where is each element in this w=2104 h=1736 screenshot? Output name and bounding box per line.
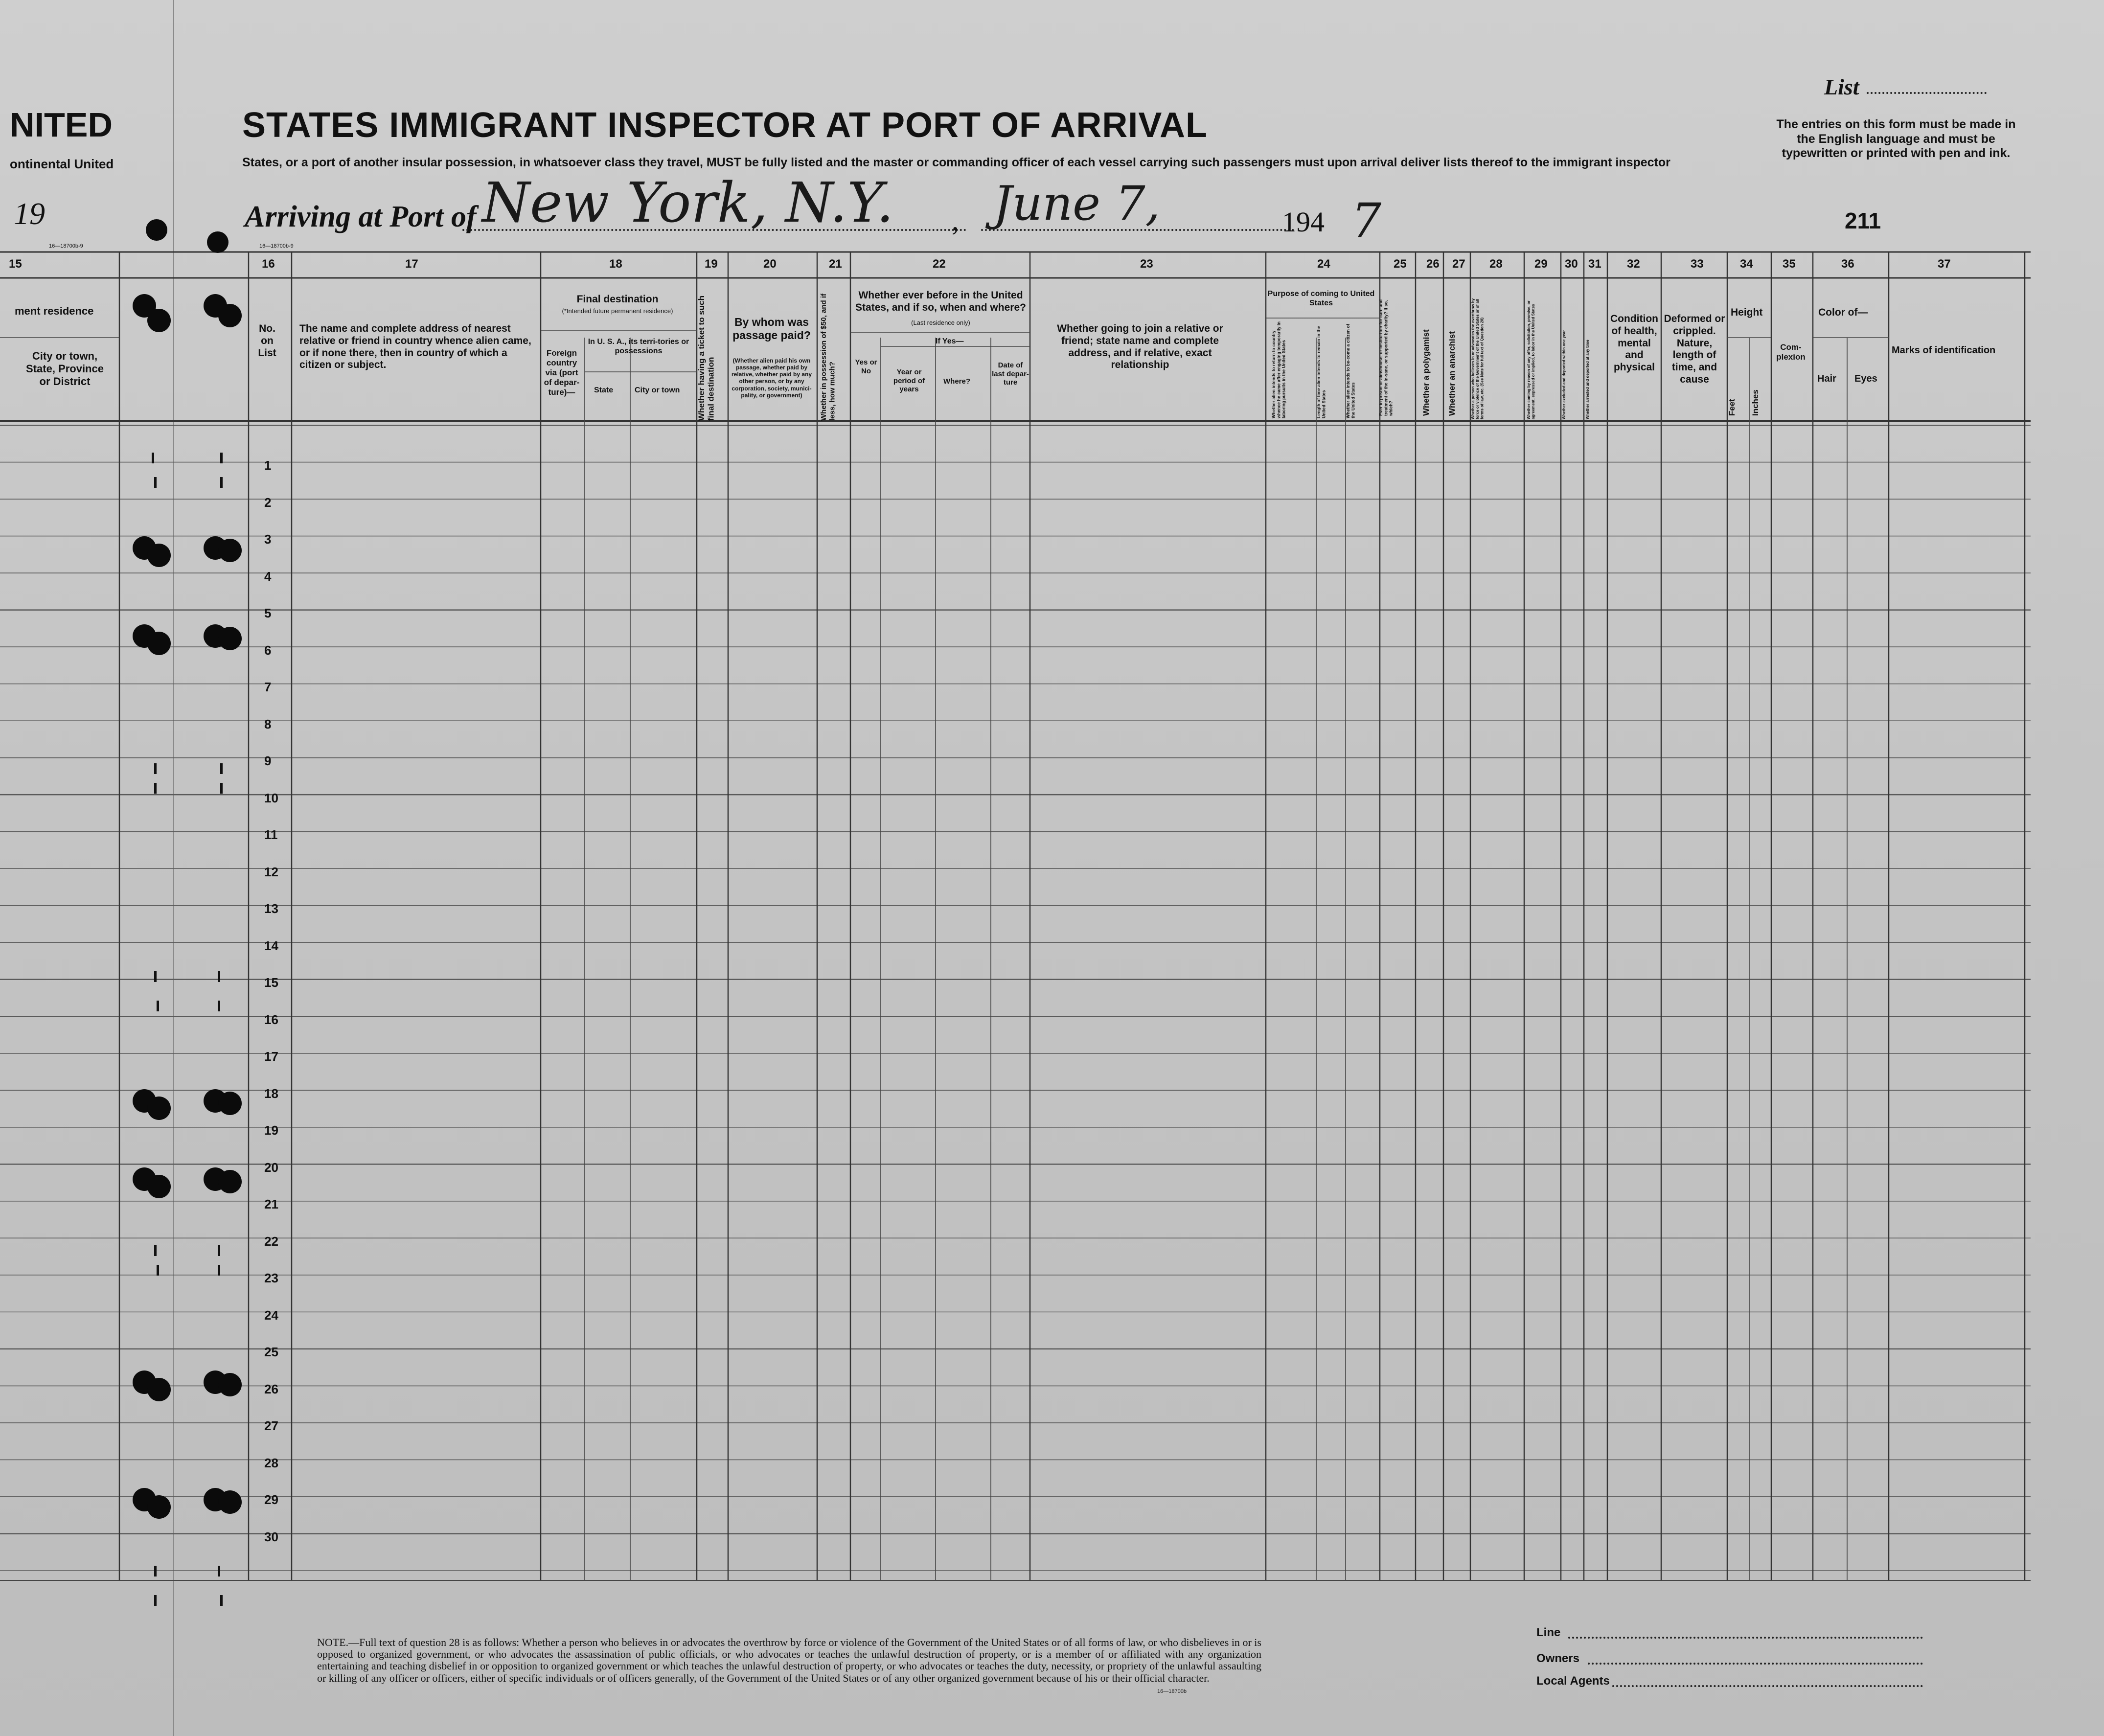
col18-usa-header: In U. S. A., its terri-tories or possessions — [588, 338, 689, 355]
col21-header: Whether in possession of $50, and if less, how much? — [820, 293, 837, 421]
row-number: 12 — [264, 864, 278, 879]
line-label: Line — [1536, 1626, 1561, 1639]
col36-header: Color of— — [1818, 307, 1868, 318]
row-number: 5 — [264, 606, 272, 621]
col18-city: City or town — [635, 386, 680, 394]
row-number: 27 — [264, 1418, 278, 1434]
row-number: 26 — [264, 1381, 278, 1396]
list-underline — [1867, 92, 1987, 94]
list-label: List — [1824, 74, 1859, 99]
col29-header: Whether coming by reason of any offer, solicitation, promise, or agreement, expressed or implied, to labor in the United States — [1527, 300, 1536, 419]
row-number: 11 — [264, 827, 278, 843]
binding-mark — [220, 477, 223, 488]
row-number: 19 — [264, 1123, 278, 1138]
col19-header: Whether having a ticket to such final destination — [697, 296, 716, 421]
line-underline — [1568, 1637, 1923, 1639]
punch-hole — [218, 1373, 242, 1396]
punch-hole — [218, 1490, 242, 1514]
page-subtitle: States, or a port of another insular possession, in whatsoever class they travel, MUST be fully listed and the master or commanding officer of each vessel carrying such passengers must upon arrival deliver lists thereof to the immigrant inspector — [242, 156, 1670, 169]
col31-header: Whether arrested and deported at any time — [1585, 340, 1590, 419]
year-printed: 194 — [1282, 206, 1325, 238]
year-handwritten: 7 — [1351, 193, 1382, 248]
col-num-32: 32 — [1627, 257, 1640, 271]
col32-header: Condition of health, mental and physical — [1610, 313, 1658, 373]
col-num-24: 24 — [1317, 257, 1330, 271]
col-num-36: 36 — [1841, 257, 1854, 271]
punch-hole — [147, 1378, 171, 1401]
punch-hole — [218, 539, 242, 562]
header-left-fragment: NITED — [10, 106, 113, 144]
binding-mark — [154, 1566, 157, 1576]
form-code-left: 16—18700b-9 — [49, 243, 83, 249]
row-number: 30 — [264, 1529, 278, 1544]
col27-header: Whether an anarchist — [1447, 331, 1457, 416]
row-number: 15 — [264, 975, 278, 990]
row-number: 25 — [264, 1345, 278, 1360]
col-num-19: 19 — [705, 257, 718, 271]
col-num-26: 26 — [1426, 257, 1440, 271]
col-num-30: 30 — [1565, 257, 1578, 271]
col37-header: Marks of identification — [1892, 345, 1996, 356]
col-num-18: 18 — [609, 257, 622, 271]
binding-mark — [218, 1245, 220, 1256]
col-num-16: 16 — [262, 257, 275, 271]
page-number: 211 — [1845, 208, 1881, 233]
binding-mark — [154, 971, 157, 982]
row-number: 1 — [264, 458, 272, 473]
col20-note: (Whether alien paid his own passage, whether paid by relative, whether paid by any other person, or by any corporation, society, munici-pality, or government) — [731, 357, 812, 399]
footer-code: 16—18700b — [1157, 1689, 1187, 1694]
owners-underline — [1588, 1663, 1923, 1665]
row-number: 29 — [264, 1492, 278, 1508]
col22-where: Where? — [943, 377, 971, 386]
punch-hole — [147, 1096, 171, 1120]
row-number: 17 — [264, 1049, 278, 1064]
punch-hole — [218, 304, 242, 327]
arriving-label: Arriving at Port of — [245, 200, 477, 233]
col36-hair: Hair — [1817, 373, 1836, 384]
binding-mark — [154, 783, 157, 794]
punch-hole — [147, 309, 171, 332]
col36-eyes: Eyes — [1854, 373, 1877, 384]
col24-return: Whether alien intends to return to country whence he came after engaging temporarily in laboring pursuits in the United States — [1271, 321, 1286, 418]
col-num-22: 22 — [933, 257, 946, 271]
row-number: 28 — [264, 1455, 278, 1470]
col16-header: No. on List — [258, 323, 276, 359]
row-number: 14 — [264, 938, 278, 953]
col17-header: The name and complete address of nearest relative or friend in country whence alien came, or if none there, then in country of which a citizen or subject. — [299, 323, 531, 371]
binding-mark — [154, 1245, 157, 1256]
form-instructions: The entries on this form must be made in the English language and must be typewritten or printed with pen and ink. — [1776, 117, 2016, 160]
binding-mark — [157, 1265, 159, 1276]
col-num-34: 34 — [1740, 257, 1753, 271]
row-number: 6 — [264, 642, 272, 658]
owners-label: Owners — [1536, 1652, 1580, 1665]
col30-header: Whether excluded and deported within one year — [1562, 330, 1566, 419]
row-number: 9 — [264, 754, 272, 769]
col-num-31: 31 — [1588, 257, 1601, 271]
punch-hole — [147, 544, 171, 567]
binding-mark — [220, 763, 223, 774]
col-num-27: 27 — [1452, 257, 1465, 271]
row-number: 3 — [264, 532, 272, 547]
binding-mark — [218, 1265, 220, 1276]
col24-citizen: Whether alien intends to be-come a citizen of the United States — [1346, 323, 1356, 418]
binding-mark — [220, 453, 223, 463]
binding-mark — [152, 453, 154, 463]
col18-state: State — [594, 386, 614, 394]
binding-mark — [220, 1595, 223, 1606]
agents-underline — [1612, 1685, 1923, 1687]
col-num-15: 15 — [9, 257, 22, 271]
col24-header: Purpose of coming to United States — [1267, 290, 1375, 307]
col33-header: Deformed or crippled. Nature, length of time, and cause — [1664, 313, 1725, 385]
col-num-21: 21 — [829, 257, 842, 271]
col22-note: (Last residence only) — [911, 319, 970, 326]
col24-length: Length of time alien intends to remain in the United States — [1316, 325, 1326, 418]
col22-ifyes: If Yes— — [936, 337, 964, 345]
punch-hole — [218, 1092, 242, 1115]
binding-mark — [218, 971, 220, 982]
punch-hole — [207, 231, 229, 253]
row-number: 24 — [264, 1307, 278, 1323]
row-number: 23 — [264, 1271, 278, 1286]
binding-mark — [154, 1595, 157, 1606]
row-number: 18 — [264, 1086, 278, 1101]
col34-inches: Inches — [1751, 389, 1760, 416]
col-num-25: 25 — [1394, 257, 1407, 271]
col-num-17: 17 — [405, 257, 418, 271]
col-num-28: 28 — [1489, 257, 1503, 271]
col-num-33: 33 — [1691, 257, 1704, 271]
col18-header: Final destination — [576, 294, 659, 305]
col-num-23: 23 — [1140, 257, 1153, 271]
col15-subheader: City or town, State, Province or District — [26, 350, 104, 388]
row-number: 4 — [264, 569, 272, 584]
col28-header: Whether a person who believes in or advocates the overthrow by force or violence of the Government of the United States or of all forms of law, etc. (See Note for full text of Question 28) — [1471, 298, 1485, 419]
binding-mark — [157, 1001, 159, 1011]
col34-feet: Feet — [1727, 399, 1737, 416]
binding-mark — [154, 477, 157, 488]
comma-mark: , — [952, 204, 959, 236]
agents-label: Local Agents — [1536, 1674, 1610, 1688]
punch-hole — [218, 627, 242, 650]
col18-foreign-header: Foreign country via (port of depar-ture)— — [544, 348, 580, 397]
col22-yesno: Yes or No — [855, 358, 877, 375]
col26-header: Whether a polygamist — [1421, 329, 1431, 416]
punch-hole — [147, 1495, 171, 1519]
col35-header: Com-plexion — [1776, 343, 1806, 362]
col20-header: By whom was passage paid? — [732, 316, 811, 342]
binding-mark — [218, 1001, 220, 1011]
row-number: 2 — [264, 495, 272, 510]
col22-date: Date of last depar-ture — [992, 361, 1029, 387]
col15-header: ment residence — [15, 305, 94, 317]
col-num-35: 35 — [1783, 257, 1796, 271]
form-code-mid: 16—18700b-9 — [259, 243, 294, 249]
year-fragment: 19 — [14, 196, 45, 231]
punch-hole — [147, 1175, 171, 1198]
header-left-subfragment: ontinental United — [10, 157, 114, 171]
punch-hole — [146, 219, 167, 241]
col25-header: Ever in prison or almshouse, or institu-tion for care and treatment of the in-sane, or supported by charity? If so, which? — [1378, 299, 1394, 416]
col-num-29: 29 — [1534, 257, 1548, 271]
binding-mark — [220, 783, 223, 794]
row-number: 20 — [264, 1160, 278, 1175]
punch-hole — [218, 1170, 242, 1193]
date-handwritten: June 7, — [993, 176, 1161, 231]
row-number: 8 — [264, 716, 272, 731]
page-title: STATES IMMIGRANT INSPECTOR AT PORT OF ARRIVAL — [242, 106, 1208, 145]
punch-hole — [147, 632, 171, 655]
binding-mark — [154, 763, 157, 774]
row-number: 10 — [264, 790, 278, 805]
col-num-37: 37 — [1938, 257, 1951, 271]
row-number: 13 — [264, 901, 278, 916]
col22-years: Year or period of years — [893, 368, 925, 394]
col18-note: (*Intended future permanent residence) — [562, 307, 673, 315]
footer-note: NOTE.—Full text of question 28 is as follows: Whether a person who believes in or advocates the overthrow by force or violence of the Government of the United States or of all forms of law, or who disbelieves in or is opposed to organized government, or who advocates the assassination of public officials, or who advocates or teaches the unlawful destruction of property, or is a member of or affiliated with any organization entertaining and teaching disbelief in or opposition to organized government or which teaches the unlawful destruction of property, or who advocates or teaches the duty, necessity, or propriety of the unlawful assaulting or killing of any officer or officers, either of specific individuals or of officers generally, of the Government of the United States or of any other organized government because of his or their official character. — [317, 1636, 1261, 1684]
col-num-20: 20 — [763, 257, 777, 271]
col22-header: Whether ever before in the United States, and if so, when and where? — [855, 290, 1026, 313]
row-number: 16 — [264, 1012, 278, 1027]
row-number: 7 — [264, 680, 272, 695]
row-number: 22 — [264, 1233, 278, 1249]
port-handwritten: New York, N.Y. — [482, 171, 894, 235]
col23-header: Whether going to join a relative or friend; state name and complete address, and if relative, exact relationship — [1057, 323, 1223, 371]
col34-header: Height — [1731, 307, 1763, 318]
binding-mark — [218, 1566, 220, 1576]
row-number: 21 — [264, 1197, 278, 1212]
